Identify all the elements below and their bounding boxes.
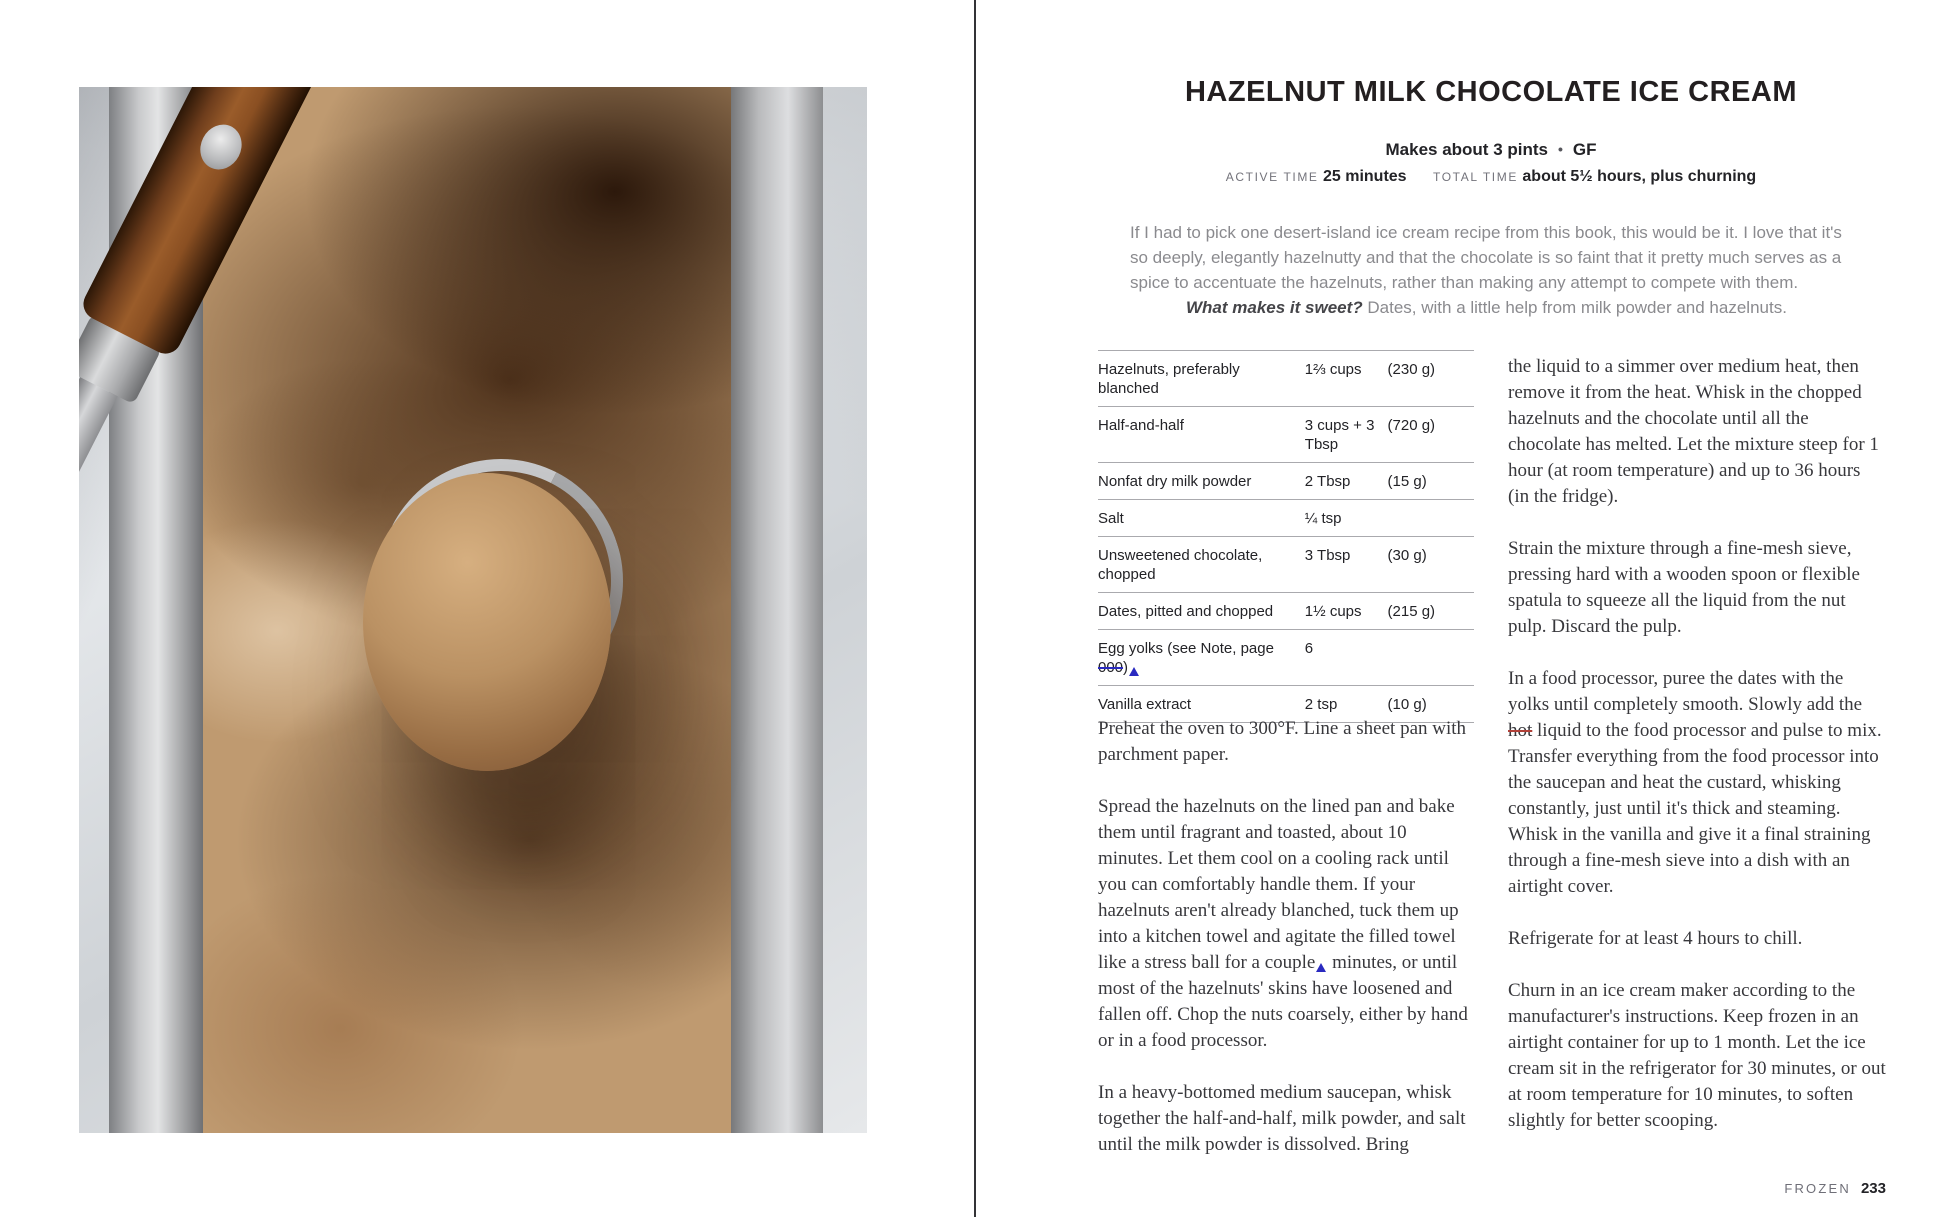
step-text: Spread the hazelnuts on the lined pan and bake them until fragrant and toasted, about 10 minutes. Let them cool on a cooling rack until you can comfortably handle them. If your hazelnuts aren't already blanched, tuck them up into a kitchen towel and agitate the filled towel like a stress ball for a couple xyxy=(1098,796,1459,973)
step-text: minutes, or until most of the hazelnuts' skins have loosened and fallen off. Chop the nuts coarsely, either by hand or in a food processor. xyxy=(1098,952,1468,1051)
recipe-intro xyxy=(1130,220,1856,320)
recipe-photo xyxy=(79,87,867,1133)
ingredient-weight: (230 g) xyxy=(1387,361,1436,378)
ingredient-weight xyxy=(1388,639,1474,677)
step-paragraph: Preheat the oven to 300°F. Line a sheet pan with parchment paper. xyxy=(1098,718,1467,765)
intro-sweet-line xyxy=(1130,295,1856,320)
step-text: liquid to the food processor and pulse to mix. Transfer everything from the food processor into the saucepan and heat the custard, whisking constantly, just until it's thick and steaming. Whisk in the vanilla and give it a final straining through a fine-mesh sieve into a dish with an airtight cover. xyxy=(1508,720,1882,897)
ingredient-amount: 1½ cups xyxy=(1304,603,1362,620)
footer-page-number: 233 xyxy=(1860,1180,1886,1197)
ingredient-weight: (215 g) xyxy=(1387,603,1436,620)
proof-strikethrough-page: 000 xyxy=(1098,659,1124,676)
ingredient-row xyxy=(1098,500,1474,537)
ingredient-name: Salt xyxy=(1098,510,1124,527)
recipe-yield-line xyxy=(1098,140,1884,160)
scoop-rivet xyxy=(193,117,250,176)
intro-question: What makes it sweet? xyxy=(1186,298,1363,317)
recipe-time-line xyxy=(1098,168,1884,186)
ingredient-amount: 3 cups + 3 Tbsp xyxy=(1304,417,1375,453)
ingredient-amount: 2 tsp xyxy=(1304,696,1338,713)
step-text: In a food processor, puree the dates with the yolks until completely smooth. Slowly add the xyxy=(1508,668,1863,715)
active-time-value: 25 minutes xyxy=(1322,168,1407,185)
diet-badge: GF xyxy=(1572,140,1597,159)
step-paragraph: the liquid to a simmer over medium heat, then remove it from the heat. Whisk in the chopped hazelnuts and the chocolate until all the chocolate has melted. Let the mixture steep for 1 hour (at room temperature) and up to 36 hours (in the fridge). xyxy=(1508,356,1879,507)
ingredient-name: Dates, pitted and chopped xyxy=(1098,603,1274,620)
step-paragraph: Refrigerate for at least 4 hours to chill. xyxy=(1508,928,1803,949)
step-paragraph: Churn in an ice cream maker according to the manufacturer's instructions. Keep frozen in an airtight container for up to 1 month. Let the ice cream sit in the refrigerator for 30 minutes, or out at room temperature for 10 minutes, to soften slightly for better scooping. xyxy=(1508,980,1886,1131)
ice-cream-ball xyxy=(363,473,611,771)
ingredient-row xyxy=(1098,351,1474,407)
ingredient-name: Unsweetened chocolate, chopped xyxy=(1098,547,1263,583)
egg-yolk-text-close: ) xyxy=(1123,659,1129,676)
recipe-title: HAZELNUT MILK CHOCOLATE ICE CREAM xyxy=(1184,76,1798,108)
ingredient-amount: 2 Tbsp xyxy=(1304,473,1351,490)
ingredient-row xyxy=(1098,593,1474,630)
bullet-separator: • xyxy=(1557,141,1563,157)
ingredient-amount: 3 Tbsp xyxy=(1304,547,1351,564)
step-paragraph: Strain the mixture through a fine-mesh sieve, pressing hard with a wooden spoon or flexible spatula to squeeze all the liquid from the nut pulp. Discard the pulp. xyxy=(1508,538,1860,637)
egg-yolk-text: Egg yolks (see Note, page xyxy=(1098,640,1274,657)
ingredient-weight xyxy=(1388,509,1474,528)
ingredient-weight: (15 g) xyxy=(1387,473,1427,490)
active-time-label: ACTIVE TIME xyxy=(1225,170,1319,184)
ingredient-row xyxy=(1098,463,1474,500)
step-paragraph: In a heavy-bottomed medium saucepan, whisk together the half-and-half, milk powder, and salt until the milk powder is dissolved. Bring xyxy=(1098,1082,1466,1155)
ingredient-name: Vanilla extract xyxy=(1098,696,1192,713)
page-footer xyxy=(1098,1180,1886,1198)
ingredient-weight: (720 g) xyxy=(1387,417,1436,434)
ingredient-row xyxy=(1098,407,1474,463)
page-gutter-divider xyxy=(974,0,976,1217)
ingredient-name: Nonfat dry milk powder xyxy=(1098,473,1252,490)
loaf-pan-right-rim xyxy=(731,87,823,1133)
total-time-value: about 5½ hours, plus churning xyxy=(1522,168,1757,185)
proof-strikethrough-hot: hot xyxy=(1508,720,1533,741)
intro-answer: Dates, with a little help from milk powder and hazelnuts. xyxy=(1362,298,1787,317)
ingredient-row-egg-yolks xyxy=(1098,630,1474,686)
ingredient-name: Hazelnuts, preferably blanched xyxy=(1098,361,1240,397)
ingredient-name xyxy=(1098,639,1305,677)
yield-text: Makes about 3 pints xyxy=(1385,140,1548,159)
instructions-column-left xyxy=(1098,716,1476,1184)
total-time-label: TOTAL TIME xyxy=(1433,170,1518,184)
ingredients-table xyxy=(1098,350,1474,723)
step-paragraph xyxy=(1098,794,1476,1054)
step-paragraph xyxy=(1508,666,1886,900)
ingredient-amount: 6 xyxy=(1304,640,1314,657)
intro-paragraph: If I had to pick one desert-island ice cream recipe from this book, this would be it. I love that it's so deeply, elegantly hazelnutty and that the chocolate is so faint that it pretty much serves as a spice to accentuate the hazelnuts, rather than making any attempt to compete with them. xyxy=(1130,223,1842,292)
proof-caret-icon xyxy=(1129,667,1139,676)
instructions-column-right xyxy=(1508,354,1886,1160)
footer-section-label: FROZEN xyxy=(1784,1181,1851,1196)
proof-caret-icon xyxy=(1316,963,1326,972)
ingredient-amount: ¼ tsp xyxy=(1304,510,1342,527)
ingredient-row xyxy=(1098,537,1474,593)
ingredient-name: Half-and-half xyxy=(1098,417,1184,434)
ingredient-weight: (30 g) xyxy=(1387,547,1427,564)
ingredient-weight: (10 g) xyxy=(1387,696,1427,713)
ingredient-amount: 1⅔ cups xyxy=(1304,361,1362,378)
